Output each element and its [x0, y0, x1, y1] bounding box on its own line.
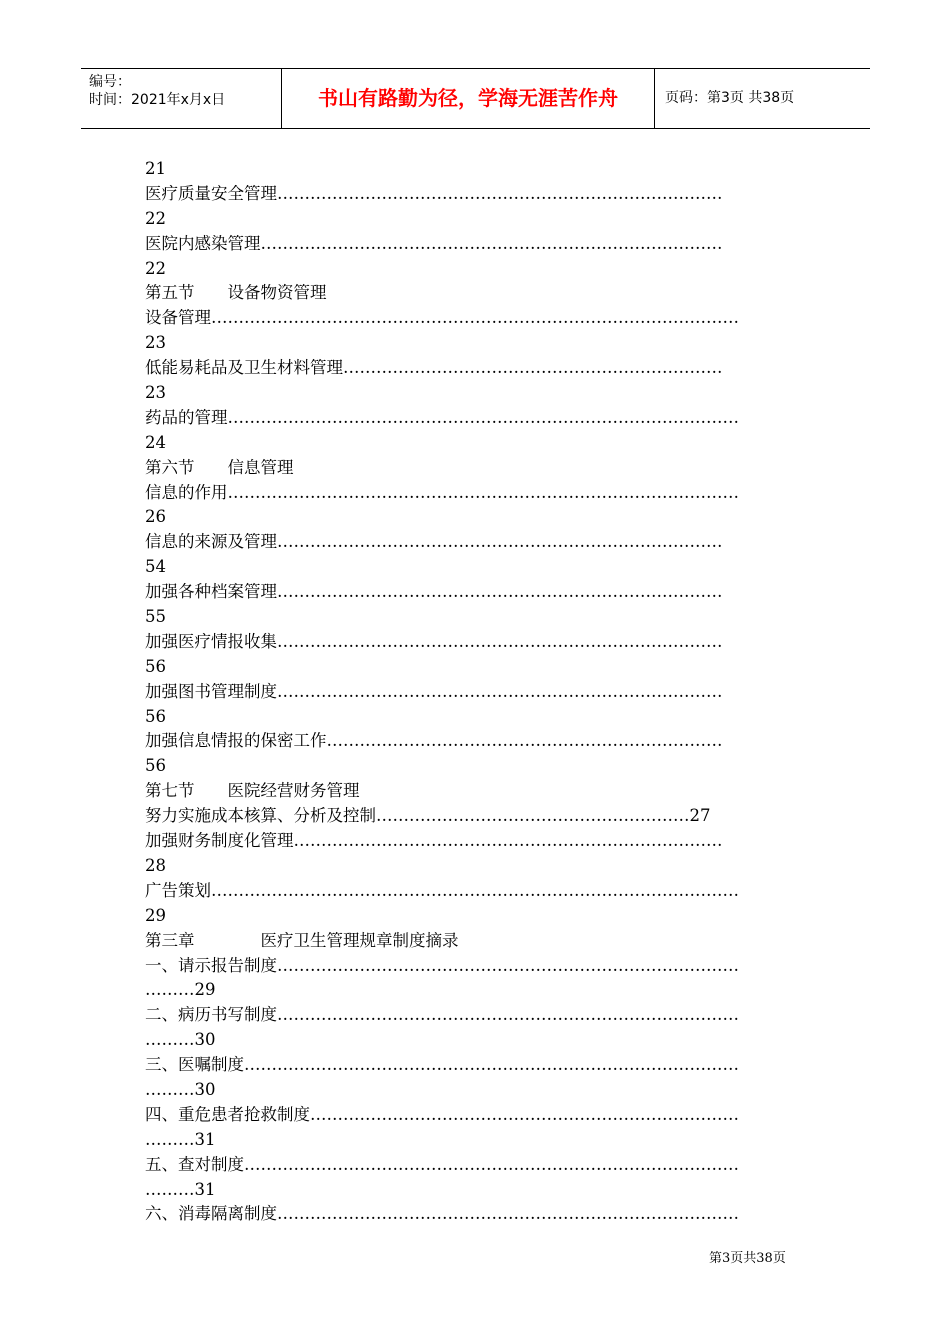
toc-line: 24: [145, 432, 166, 452]
footer-page-number: 第3页共38页: [709, 1251, 786, 1266]
toc-line: 信息的作用…………………………………………………………………………………: [145, 482, 739, 502]
toc-line: 四、重危患者抢救制度……………………………………………………………………: [145, 1104, 739, 1124]
toc-line: 第五节 设备物资管理: [145, 283, 327, 303]
toc-line: 54: [145, 557, 166, 577]
time-label: 时间：2021年x月x日: [89, 92, 226, 108]
header-page-number: 页码：第3页 共38页: [665, 90, 795, 106]
toc-line: ………30: [145, 1079, 216, 1099]
toc-line: 23: [145, 383, 166, 403]
page-header: [81, 68, 870, 129]
toc-line: 六、消毒隔离制度…………………………………………………………………………: [145, 1204, 739, 1224]
toc-line: 广告策划……………………………………………………………………………………: [145, 880, 739, 900]
toc-line: 26: [145, 507, 166, 527]
toc-line: ………29: [145, 980, 216, 1000]
toc-line: 二、病历书写制度…………………………………………………………………………: [145, 1005, 739, 1025]
toc-line: 加强图书管理制度………………………………………………………………………: [145, 681, 723, 701]
table-of-contents: [145, 157, 825, 1227]
toc-line: 22: [145, 208, 166, 228]
toc-line: 28: [145, 855, 166, 875]
toc-line: ………31: [145, 1129, 216, 1149]
toc-line: 加强医疗情报收集………………………………………………………………………: [145, 631, 723, 651]
toc-line: ………31: [145, 1179, 216, 1199]
toc-line: 21: [145, 159, 166, 178]
toc-line: 22: [145, 258, 166, 278]
toc-line: 五、查对制度………………………………………………………………………………: [145, 1154, 739, 1174]
number-label: 编号：: [89, 74, 131, 90]
toc-line: 29: [145, 905, 166, 925]
toc-line: 加强各种档案管理………………………………………………………………………: [145, 582, 723, 602]
toc-line: 56: [145, 756, 166, 776]
toc-line: 一、请示报告制度…………………………………………………………………………: [145, 955, 739, 975]
toc-line: 努力实施成本核算、分析及控制…………………………………………………27: [145, 806, 711, 826]
toc-line: 第七节 医院经营财务管理: [145, 781, 360, 801]
toc-line: ………30: [145, 1030, 216, 1050]
toc-line: 加强财务制度化管理……………………………………………………………………: [145, 831, 723, 851]
toc-line: 23: [145, 333, 166, 353]
header-meta-cell: [81, 69, 282, 128]
toc-line: 低能易耗品及卫生材料管理……………………………………………………………: [145, 358, 723, 378]
toc-line: 三、医嘱制度………………………………………………………………………………: [145, 1055, 739, 1075]
toc-line: 55: [145, 607, 166, 627]
toc-line: 药品的管理…………………………………………………………………………………: [145, 407, 739, 427]
toc-line: 加强信息情报的保密工作………………………………………………………………: [145, 731, 723, 751]
toc-line: 医院内感染管理…………………………………………………………………………: [145, 233, 723, 253]
toc-line: 医疗质量安全管理………………………………………………………………………: [145, 183, 723, 203]
toc-line: 56: [145, 706, 166, 726]
toc-line: 56: [145, 656, 166, 676]
toc-line: 第三章 医疗卫生管理规章制度摘录: [145, 930, 459, 950]
header-motto: 书山有路勤为径，学海无涯苦作舟: [282, 69, 655, 128]
toc-line: 第六节 信息管理: [145, 457, 294, 477]
toc-line: 设备管理……………………………………………………………………………………: [145, 308, 739, 328]
toc-line: 信息的来源及管理………………………………………………………………………: [145, 532, 723, 552]
